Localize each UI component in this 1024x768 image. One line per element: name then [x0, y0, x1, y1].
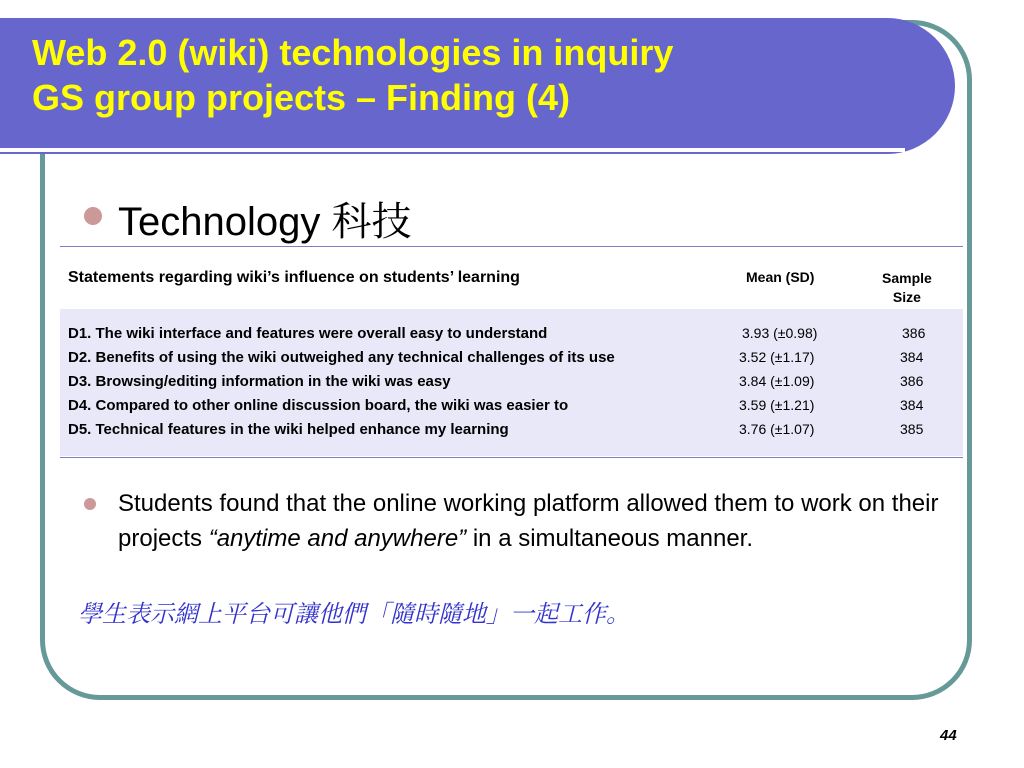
title-underline [0, 148, 905, 152]
row-statement: D1. The wiki interface and features were overall easy to understand [68, 325, 548, 342]
title-line-1: Web 2.0 (wiki) technologies in inquiry [32, 32, 674, 73]
row-sample: 384 [900, 397, 924, 413]
finding-text-before: Students found that the online working platform allowed them to work on their projects [118, 490, 939, 552]
row-mean: 3.93 (±0.98) [742, 325, 818, 341]
chinese-summary: 學生表示網上平台可讓他們「隨時隨地」一起工作。 [78, 600, 630, 628]
table-body [60, 309, 963, 456]
header-mean: Mean (SD) [746, 269, 815, 285]
row-statement: D3. Browsing/editing information in the wiki was easy [68, 373, 451, 390]
table-header [60, 247, 963, 310]
row-statement: D5. Technical features in the wiki helped enhance my learning [68, 421, 509, 438]
row-statement: D2. Benefits of using the wiki outweighed any technical challenges of its use [68, 349, 615, 366]
slide-title [32, 30, 673, 120]
page-number: 44 [940, 727, 957, 744]
row-sample: 386 [902, 325, 926, 341]
finding-quote: “anytime and anywhere” [208, 525, 467, 552]
finding-paragraph [118, 486, 948, 556]
bullet-icon [84, 207, 102, 225]
header-sample-line1: Sample [882, 270, 932, 286]
row-sample: 384 [900, 349, 924, 365]
row-statement: D4. Compared to other online discussion board, the wiki was easier to [68, 397, 569, 414]
results-table [60, 246, 963, 458]
row-mean: 3.59 (±1.21) [739, 397, 815, 413]
header-sample-line2: Size [892, 289, 921, 305]
row-mean: 3.84 (±1.09) [739, 373, 815, 389]
bullet-icon [84, 498, 96, 510]
section-heading: Technology 科技 [118, 200, 412, 244]
header-sample-size [882, 269, 932, 307]
row-mean: 3.76 (±1.07) [739, 421, 815, 437]
row-sample: 386 [900, 373, 924, 389]
finding-text-after: in a simultaneous manner. [466, 525, 753, 552]
row-sample: 385 [900, 421, 924, 437]
header-statement: Statements regarding wiki’s influence on students’ learning [68, 269, 520, 286]
title-line-2: GS group projects – Finding (4) [32, 77, 571, 118]
row-mean: 3.52 (±1.17) [739, 349, 815, 365]
